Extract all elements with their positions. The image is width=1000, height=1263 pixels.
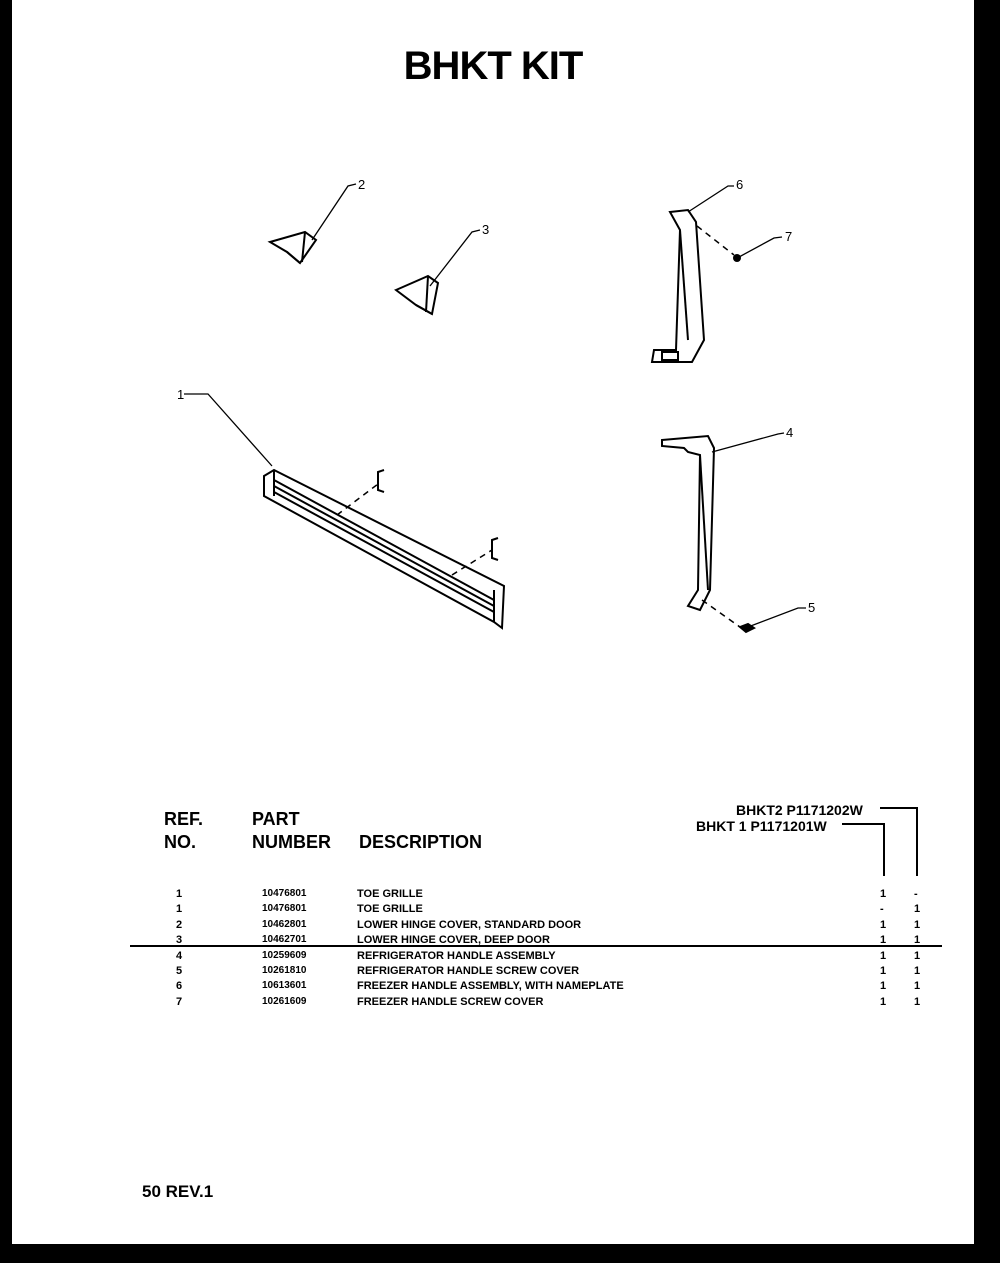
table-row (12, 950, 974, 965)
parts-sheet (12, 0, 974, 1244)
part-header-line1: PART (252, 809, 300, 829)
part-number-cell: 10261810 (262, 965, 307, 976)
ref-cell: 5 (176, 965, 183, 977)
bhkt1-qty-cell: 1 (880, 949, 887, 962)
callout-7: 7 (785, 229, 793, 244)
callout-3: 3 (482, 222, 490, 237)
table-row (12, 980, 974, 995)
description-cell: LOWER HINGE COVER, DEEP DOOR (357, 934, 550, 947)
description-cell: FREEZER HANDLE SCREW COVER (357, 995, 544, 1008)
bhkt1-qty-cell: 1 (880, 965, 887, 977)
kit-label-bhkt1: BHKT 1 P1171201W (696, 818, 827, 834)
callout-6: 6 (736, 177, 744, 192)
ref-header-line2: NO. (164, 832, 197, 852)
bhkt1-qty-cell: 1 (880, 995, 887, 1008)
page-title: BHKT KIT (403, 44, 583, 88)
description-cell: REFRIGERATOR HANDLE SCREW COVER (357, 965, 580, 977)
bhkt1-qty-cell: 1 (880, 934, 887, 947)
bhkt1-qty-cell: 1 (880, 918, 887, 931)
description-cell: REFRIGERATOR HANDLE ASSEMBLY (357, 949, 556, 962)
bhkt2-qty-cell: 1 (914, 980, 921, 993)
part-number-cell: 10613601 (262, 980, 307, 992)
description-cell: TOE GRILLE (357, 903, 423, 916)
callout-2: 2 (358, 177, 366, 192)
ref-header-line1: REF. (164, 809, 204, 829)
part-number-cell: 10462801 (262, 918, 307, 930)
ref-cell: 3 (176, 934, 183, 947)
bhkt2-qty-cell: 1 (914, 995, 921, 1008)
table-row (12, 919, 974, 934)
table-row (12, 965, 974, 980)
table-row (12, 934, 974, 949)
ref-cell: 1 (176, 903, 183, 916)
ref-cell: 4 (176, 949, 183, 962)
callout-4: 4 (786, 425, 794, 440)
part-number-cell: 10259609 (262, 949, 307, 961)
bhkt1-qty-cell: 1 (880, 980, 887, 993)
kit-bracket-lines (12, 0, 974, 1000)
ref-cell: 6 (176, 980, 183, 993)
part-header-line2: NUMBER (252, 832, 331, 852)
bhkt2-qty-cell: 1 (914, 934, 921, 947)
part-number-cell: 10261609 (262, 995, 307, 1007)
table-row (12, 903, 974, 918)
table-row (12, 888, 974, 903)
description-cell: FREEZER HANDLE ASSEMBLY, WITH NAMEPLATE (357, 980, 624, 993)
description-header: DESCRIPTION (359, 832, 483, 852)
ref-cell: 7 (176, 995, 183, 1008)
bhkt2-qty-cell: 1 (914, 918, 921, 931)
part-number-cell: 10462701 (262, 934, 307, 946)
bhkt2-qty-cell: 1 (914, 949, 921, 962)
bhkt2-qty-cell: 1 (914, 965, 921, 977)
table-row (12, 996, 974, 1011)
description-cell: LOWER HINGE COVER, STANDARD DOOR (357, 918, 582, 931)
bhkt2-qty-cell: 1 (914, 903, 921, 916)
part-number-cell: 10476801 (262, 888, 307, 899)
ref-cell: 2 (176, 918, 183, 931)
page-footer: 50 REV.1 (142, 1182, 214, 1201)
bhkt1-qty-cell: - (880, 903, 884, 916)
bhkt2-qty-cell: - (914, 888, 918, 900)
bhkt1-qty-cell: 1 (880, 888, 887, 900)
callout-5: 5 (808, 600, 816, 615)
ref-cell: 1 (176, 888, 183, 900)
description-cell: TOE GRILLE (357, 888, 423, 900)
part-number-cell: 10476801 (262, 903, 307, 915)
kit-label-bhkt2: BHKT2 P1171202W (736, 802, 863, 818)
callout-1: 1 (177, 387, 185, 402)
